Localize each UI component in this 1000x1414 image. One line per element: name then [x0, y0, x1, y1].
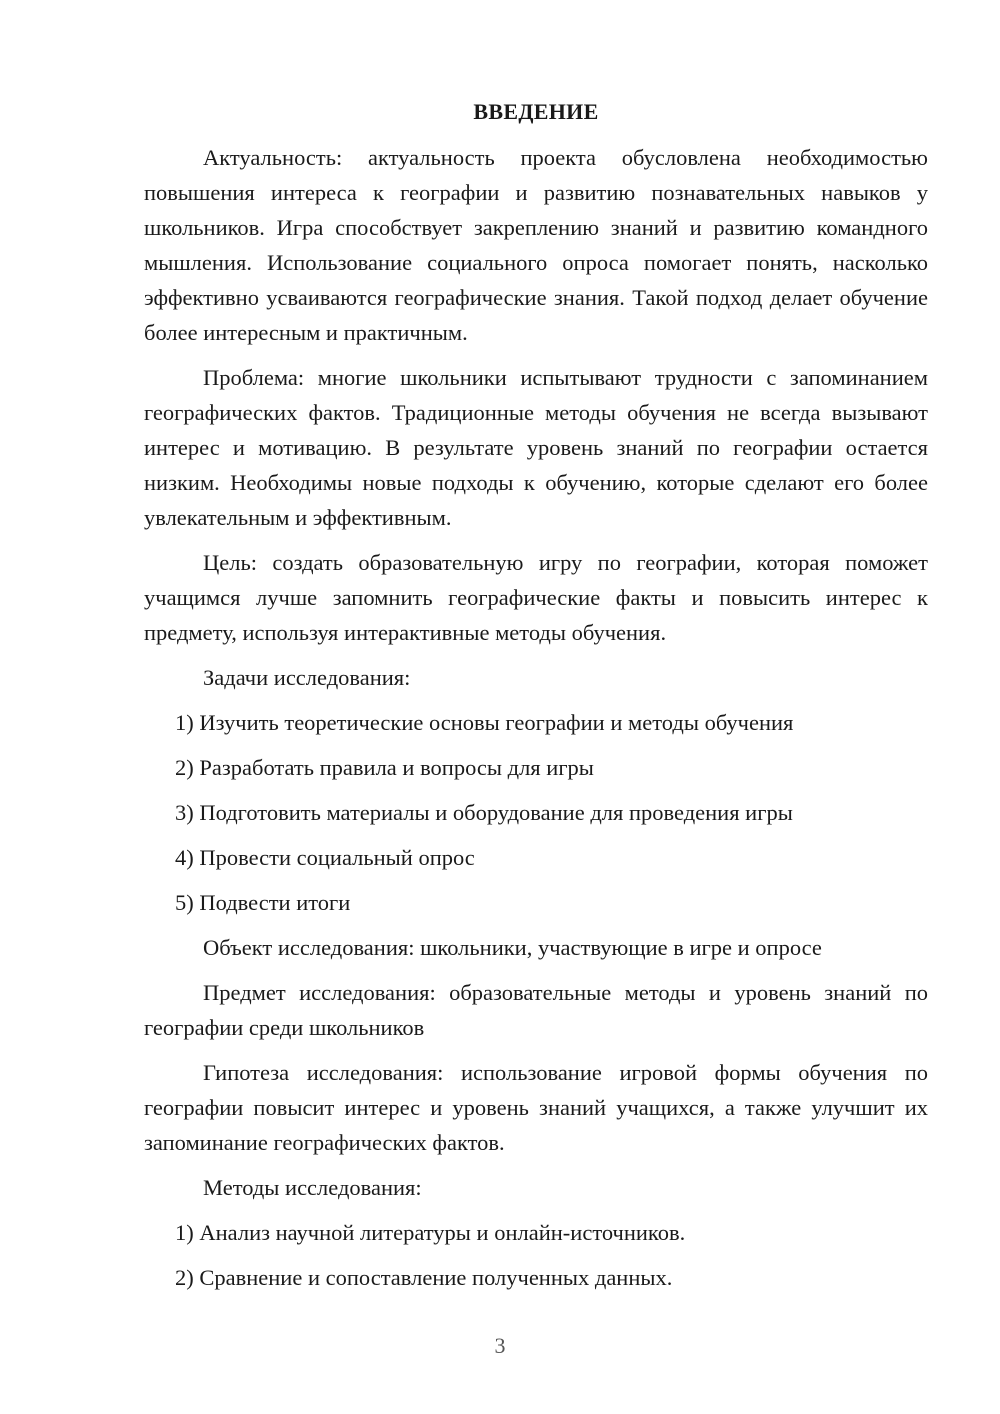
document-page [144, 96, 928, 1305]
list-item: 4) Провести социальный опрос [175, 845, 475, 870]
list-item: 3) Подготовить материалы и оборудование для проведения игры [175, 800, 793, 825]
section-heading: ВВЕДЕНИЕ [473, 99, 599, 124]
goal-paragraph: Цель: создать образовательную игру по географии, которая поможет учащимся лучше запомнить географические факты и повысить интерес к предмету, используя интерактивные методы обучения. [144, 550, 928, 645]
methods-list [144, 1215, 928, 1295]
relevance-paragraph: Актуальность: актуальность проекта обусловлена необходимостью повышения интереса к географии и развитию познавательных навыков у школьников. Игра способствует закреплению знаний и развитию командного мышления. Использование социального опроса помогает понять, насколько эффективно усваиваются географические знания. Такой подход делает обучение более интересным и практичным. [144, 145, 928, 345]
problem-paragraph: Проблема: многие школьники испытывают трудности с запоминанием географических фактов. Традиционные методы обучения не всегда вызывают интерес и мотивацию. В результате уровень знаний по географии остается низким. Необходимы новые подходы к обучению, которые сделают его более увлекательным и эффективным. [144, 365, 928, 530]
tasks-list [144, 705, 928, 920]
tasks-title: Задачи исследования: [203, 665, 411, 690]
list-item: 2) Сравнение и сопоставление полученных данных. [175, 1265, 673, 1290]
object-paragraph: Объект исследования: школьники, участвующие в игре и опросе [203, 935, 822, 960]
hypothesis-paragraph: Гипотеза исследования: использование игровой формы обучения по географии повысит интерес и уровень знаний учащихся, а также улучшит их запоминание географических фактов. [144, 1060, 928, 1155]
page-number: 3 [494, 1333, 506, 1358]
list-item: 1) Изучить теоретические основы географии и методы обучения [175, 710, 794, 735]
list-item: 5) Подвести итоги [175, 890, 351, 915]
methods-title: Методы исследования: [203, 1175, 422, 1200]
subject-paragraph: Предмет исследования: образовательные методы и уровень знаний по географии среди школьников [144, 980, 928, 1040]
list-item: 1) Анализ научной литературы и онлайн-источников. [175, 1220, 686, 1245]
list-item: 2) Разработать правила и вопросы для игры [175, 755, 594, 780]
